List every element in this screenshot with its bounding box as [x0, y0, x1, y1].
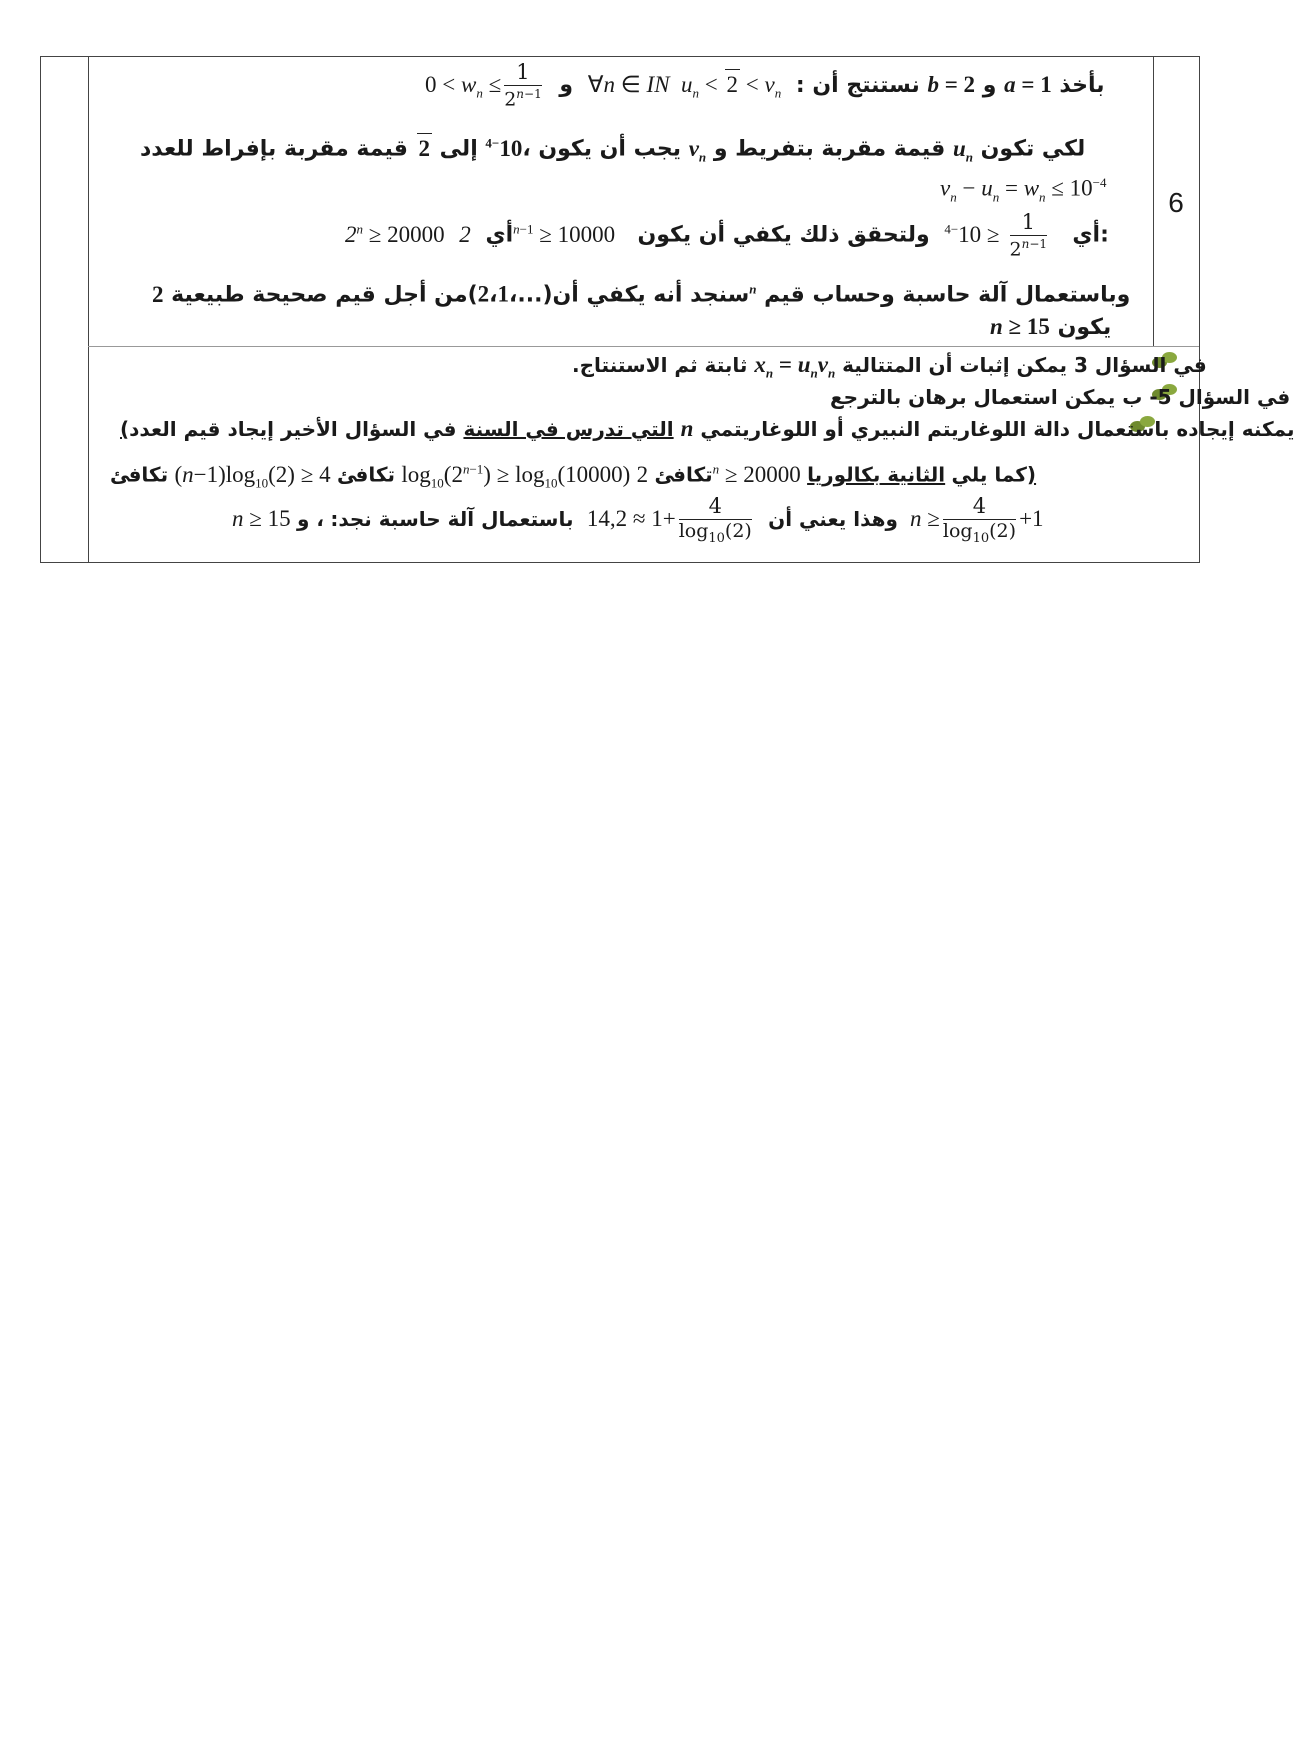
note-1: .ثابتة ثم الاستنتاج $x_n = u_nv_n$ في السؤال 3 يمكن إثبات أن المتتالية [572, 352, 1207, 381]
row-number: 6 [1168, 187, 1184, 218]
note-3-line-1: (التي تدرس في السنة في السؤال الأخير إيجاد قيم العدد n يمكنه إيجاده باستعمال دالة اللوغاريتم النبيري أو اللوغاريتمي [120, 416, 1295, 441]
fraction-4-over-log-a: $\frac{4}{\log_{10}(2)}$ [678, 494, 752, 546]
word-ay-1: أي [622, 222, 1101, 248]
note-3-line-2: تكافئ $(n-1)\log_{10}(2) \ge 4$ تكافئ $\log_{10}(2^{n-1}) \ge \log_{10}(10000)$ تكافئ 2 $^n$ ≥ 20000 كما يلي الثانية بكالوريا) [110, 461, 1037, 491]
fraction-one-over-2n: $\frac{1}{2^{n-1}}$ [504, 60, 542, 111]
table-row-divider [88, 346, 1199, 347]
line-2: يجب أن يكون $،10^{-4}$ إلى 2 قيمة مقربة بإفراط للعدد $v_n$ قيمة مقربة بتفريط و $u_n$ لكي تكون [140, 128, 1085, 172]
table-left-divider [88, 57, 89, 562]
line-4: $2^n \ge 20000$ أي 2 $^{n-1}$ ≥ 10000 أي $\frac{1}{2^{n-1}}$ ≤ $10^{-4}$ ولتحقق ذلك يكفي أن يكون: [345, 210, 1109, 261]
conj-and: و [551, 72, 581, 98]
line-4-text: ولتحقق ذلك يكفي أن يكون: [637, 222, 1109, 248]
line-1-inequality-w: $0 < w_n$ ≤ [425, 71, 502, 101]
word-ay-2: أي [451, 222, 514, 248]
line-1 [425, 62, 1104, 109]
note-2: في السؤال 5- ب يمكن استعمال برهان بالترجع [830, 385, 1291, 409]
line-1-text: : نستنتج أن b = 2 و a = 1 بأخذ [788, 71, 1105, 98]
line-3-inequality: $v_n - u_n = w_n \le 10^{-4}$ [940, 175, 1107, 205]
line-5: سنجد أنه يكفي أن(...،2،1)من أجل قيم صحيحة طبيعية 2 $^n$ وباستعمال آلة حاسبة وحساب قيم [152, 281, 1131, 308]
fraction-one-over-2n-b: $\frac{1}{2^{n-1}}$ [1009, 210, 1048, 261]
note-4: n ≥ 15 وهذا يعني أن $\frac{4}{\log_{10}(2)}$ +1 ≈ 14,2 باستعمال آلة حاسبة نجد: ، و n ≥ $\frac{4}{\log_{10}(2)}$ +1 [232, 494, 1044, 546]
fraction-4-over-log-b: $\frac{4}{\log_{10}(2)}$ [942, 494, 1017, 546]
line-6: n ≥ 15 يكون [990, 314, 1112, 340]
line-1-forall: ∀n ∈ IN $u_n < 2 < v_n$ [588, 72, 781, 97]
